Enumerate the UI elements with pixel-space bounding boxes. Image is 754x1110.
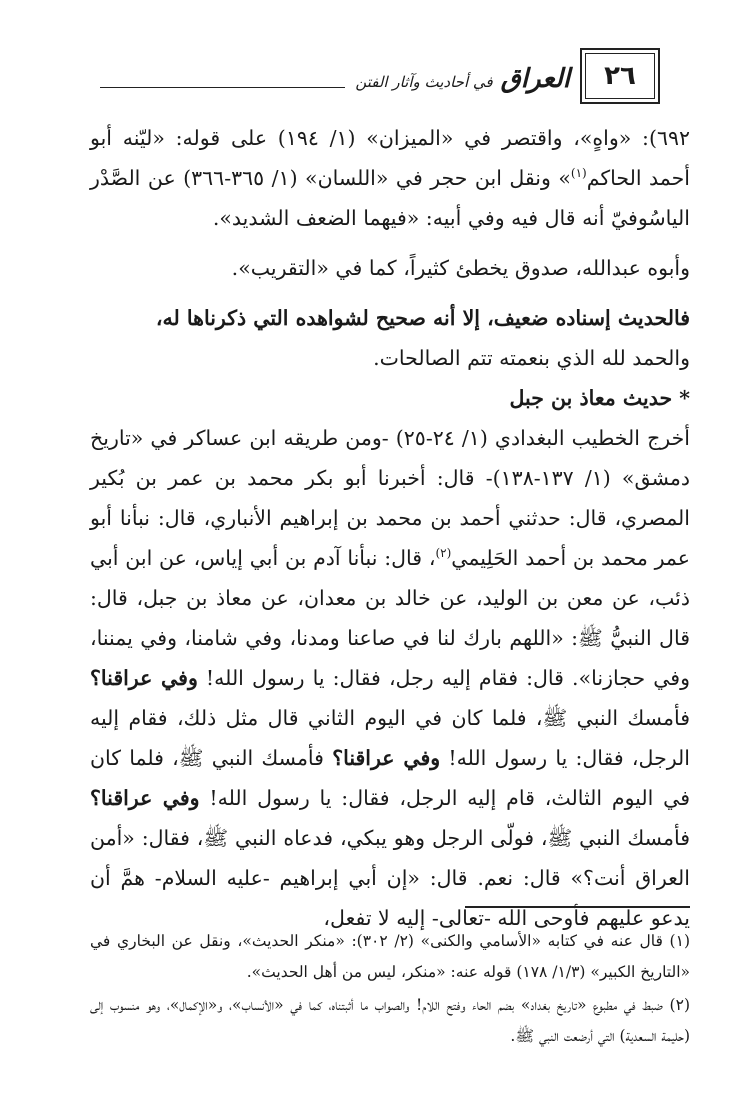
book-subtitle: في أحاديث وآثار الفتن	[355, 73, 493, 91]
footnote-ref-2[interactable]: (٢)	[435, 546, 452, 561]
book-title: العراق	[500, 64, 570, 94]
paragraph-2: وأبوه عبدالله، صدوق يخطئ كثيراً، كما في «التقريب».	[231, 256, 690, 280]
footnote-2: (٢) ضبط في مطبوع «تاريخ بغداد» بضم الحاء وفتح اللام! والصواب ما أثبتناه، كما في «الأنساب»، و«الإكمال»، وهو منسوب إلى (حليمة السعدية) التي أرضعت النبي ﷺ.	[90, 996, 690, 1045]
section-heading: * حديث معاذ بن جبل	[509, 386, 690, 410]
header-rule	[100, 86, 345, 88]
paragraph-4: والحمد لله الذي بنعمته تتم الصالحات.	[373, 346, 690, 370]
footnote-ref-1[interactable]: (١)	[570, 166, 587, 181]
book-title-block	[100, 54, 570, 94]
paragraph-3: فالحديث إسناده ضعيف، إلا أنه صحيح لشواهده التي ذكرناها له،	[155, 306, 690, 330]
footnotes	[90, 926, 690, 1054]
main-text	[90, 118, 690, 938]
page-number: ٢٦	[580, 48, 660, 104]
footnote-1: (١) قال عنه في كتابه «الأسامي والكنى» (٢/ ٣٠٢): «منكر الحديث»، ونقل عن البخاري في «التاريخ الكبير» (١/٣/ ١٧٨) قوله عنه: «منكر، ليس من أهل الحديث».	[90, 932, 690, 981]
running-header	[92, 48, 660, 104]
footnote-separator	[465, 906, 690, 908]
paragraph-5: أخرج الخطيب البغدادي (١/ ٢٤-٢٥) -ومن طريقه ابن عساكر في «تاريخ دمشق» (١/ ١٣٧-١٣٨)- قال: أخبرنا أبو بكر محمد بن عمر بن بُكير المصري، قال: حدثني أحمد بن محمد بن إبراهيم الأنباري، قال: نبأنا أبو عمر محمد بن أحمد الحَلِيمي$^{(٢)}$، قال: نبأنا آدم بن أبي إياس، عن ابن أبي ذئب، عن معن بن الوليد، عن خالد بن معدان، عن معاذ بن جبل، قال: قال النبيُّ ﷺ: «اللهم بارك لنا في صاعنا ومدنا، وفي شامنا، وفي يمننا، وفي حجازنا». قال: فقام إليه رجل، فقال: يا رسول الله! وفي عراقنا؟ فأمسك النبي ﷺ، فلما كان في اليوم الثاني قال مثل ذلك، فقام إليه الرجل، فقال: يا رسول الله! وفي عراقنا؟ فأمسك النبي ﷺ، فلما كان في اليوم الثالث، قام إليه الرجل، فقال: يا رسول الله! وفي عراقنا؟ فأمسك النبي ﷺ، فولّى الرجل وهو يبكي، فدعاه النبي ﷺ، فقال: «أمن العراق أنت؟» قال: نعم. قال: «إن أبي إبراهيم -عليه السلام- همَّ أن يدعو عليهم فأوحى الله -تعالى- إليه لا تفعل،	[90, 426, 690, 930]
paragraph-1: ٦٩٢): «واهٍ»، واقتصر في «الميزان» (١/ ١٩٤) على قوله: «ليّنه أبو أحمد الحاكم$^{(١)}$» ونقل ابن حجر في «اللسان» (١/ ٣٦٥-٣٦٦) عن الصَّدْر الياسُوفيّ أنه قال فيه وفي أبيه: «فيهما الضعف الشديد».	[90, 126, 690, 230]
